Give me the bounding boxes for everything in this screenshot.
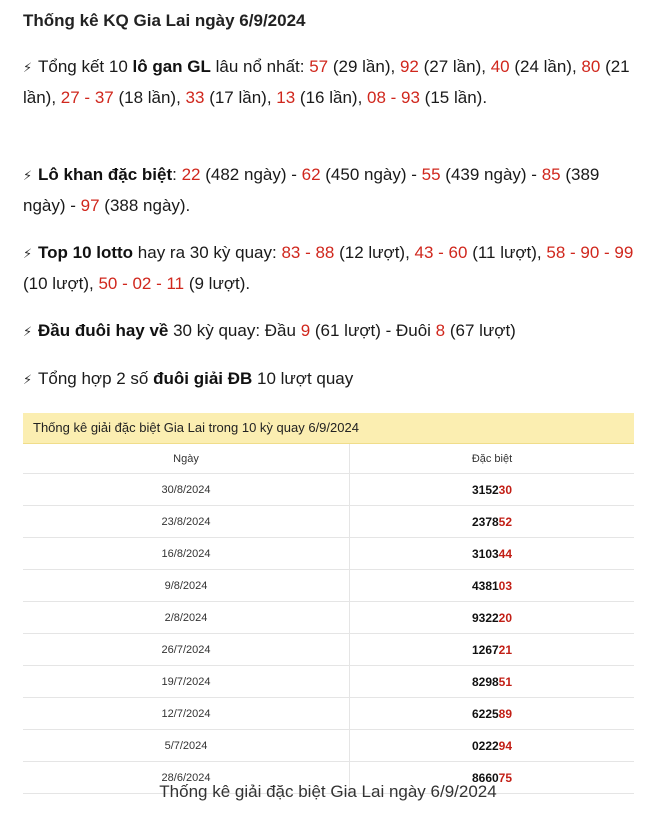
number-tail: 20 (498, 610, 513, 625)
table-row (23, 730, 634, 762)
number-head: 8660 (471, 770, 499, 785)
number-tail: 30 (498, 482, 513, 497)
lightning-icon: ⚡ (23, 168, 33, 183)
count-text: (10 lượt), (23, 274, 99, 293)
count-text: (21 lần), (23, 57, 630, 107)
count-text: (450 ngày) - (320, 165, 422, 184)
top-lotto-paragraph (23, 238, 638, 299)
number-highlight: 57 (309, 57, 329, 76)
special-khan-paragraph (23, 160, 638, 221)
text: 10 lượt quay (252, 369, 354, 388)
text: Tổng kết 10 (38, 57, 133, 76)
date-cell: 16/8/2024 (23, 538, 350, 570)
number-head: 8298 (471, 674, 499, 689)
special-number-cell (350, 506, 635, 538)
head-tail-paragraph (23, 316, 638, 347)
date-cell: 2/8/2024 (23, 602, 350, 634)
count-text: (17 lần), (204, 88, 277, 107)
number-head: 2378 (471, 514, 499, 529)
number-highlight: 43 - 60 (414, 243, 468, 262)
number-highlight: 85 (541, 165, 561, 184)
number-head: 3152 (471, 482, 499, 497)
table-title: Thống kê giải đặc biệt Gia Lai trong 10 kỳ quay 6/9/2024 (23, 413, 634, 444)
number-highlight: 33 (185, 88, 205, 107)
column-header-date: Ngày (23, 444, 350, 474)
lightning-icon: ⚡ (23, 324, 33, 339)
table-row (23, 506, 634, 538)
tail-number: 8 (435, 321, 446, 340)
special-number-cell (350, 730, 635, 762)
column-header-special: Đặc biệt (350, 444, 635, 474)
number-head: 9322 (471, 610, 499, 625)
count-text: (27 lần), (418, 57, 491, 76)
number-tail: 03 (498, 578, 513, 593)
table-row (23, 602, 634, 634)
count-text: (389 ngày) - (23, 165, 600, 215)
number-head: 1267 (471, 642, 499, 657)
date-cell: 26/7/2024 (23, 634, 350, 666)
text: Tổng hợp 2 số (38, 369, 154, 388)
text: (67 lượt) (445, 321, 516, 340)
count-text: (24 lần), (509, 57, 582, 76)
count-text: (439 ngày) - (440, 165, 542, 184)
page-title: Thống kê KQ Gia Lai ngày 6/9/2024 (23, 11, 306, 30)
head-number: 9 (300, 321, 311, 340)
special-number-cell (350, 538, 635, 570)
number-highlight: 13 (276, 88, 296, 107)
summary-paragraph (23, 364, 638, 395)
special-number-cell (350, 698, 635, 730)
bold-text: đuôi giải ĐB (153, 369, 253, 388)
date-cell: 23/8/2024 (23, 506, 350, 538)
date-cell: 30/8/2024 (23, 474, 350, 506)
special-number-cell (350, 666, 635, 698)
table-row (23, 474, 634, 506)
table-row (23, 698, 634, 730)
count-text: (12 lượt), (334, 243, 415, 262)
count-text: (15 lần). (419, 88, 488, 107)
special-prize-table (23, 413, 634, 794)
number-highlight: 83 - 88 (281, 243, 335, 262)
lightning-icon: ⚡ (23, 246, 33, 261)
bold-text: lô gan GL (132, 57, 211, 76)
special-number-cell (350, 570, 635, 602)
number-tail: 52 (498, 514, 513, 529)
number-highlight: 58 - 90 - 99 (546, 243, 634, 262)
table-header-row (23, 444, 634, 474)
date-cell: 9/8/2024 (23, 570, 350, 602)
bold-text: Đầu đuôi hay về (38, 321, 169, 340)
text: hay ra 30 kỳ quay: (133, 243, 282, 262)
number-highlight: 92 (399, 57, 419, 76)
number-tail: 44 (498, 546, 513, 561)
text: (61 lượt) - Đuôi (310, 321, 436, 340)
text: lâu nổ nhất: (210, 57, 310, 76)
number-head: 3103 (471, 546, 499, 561)
table-row (23, 538, 634, 570)
count-text: (482 ngày) - (200, 165, 302, 184)
special-number-cell (350, 474, 635, 506)
text: : (172, 165, 182, 184)
number-highlight: 40 (490, 57, 510, 76)
table-body (23, 474, 634, 794)
table-row (23, 666, 634, 698)
number-tail: 21 (498, 642, 513, 657)
number-highlight: 22 (181, 165, 201, 184)
date-cell: 12/7/2024 (23, 698, 350, 730)
number-highlight: 27 - 37 (60, 88, 114, 107)
special-number-cell (350, 634, 635, 666)
number-highlight: 50 - 02 - 11 (98, 274, 185, 293)
date-cell: 19/7/2024 (23, 666, 350, 698)
number-tail: 94 (498, 738, 513, 753)
table-row (23, 634, 634, 666)
results-table (23, 444, 634, 794)
count-text: (11 lượt), (467, 243, 547, 262)
date-cell: 5/7/2024 (23, 730, 350, 762)
number-head: 0222 (471, 738, 499, 753)
number-head: 6225 (471, 706, 499, 721)
number-tail: 51 (498, 674, 513, 689)
number-highlight: 62 (301, 165, 321, 184)
text: 30 kỳ quay: Đầu (168, 321, 301, 340)
count-text: (9 lượt). (184, 274, 251, 293)
number-highlight: 55 (421, 165, 441, 184)
number-highlight: 08 - 93 (367, 88, 420, 107)
count-text: (16 lần), (295, 88, 368, 107)
number-highlight: 80 (581, 57, 601, 76)
bold-text: Top 10 lotto (38, 243, 134, 262)
number-tail: 89 (498, 706, 513, 721)
count-text: (29 lần), (328, 57, 400, 76)
number-highlight: 97 (80, 196, 100, 215)
table-row (23, 570, 634, 602)
date-cell: 28/6/2024 (23, 762, 350, 794)
number-head: 4381 (471, 578, 499, 593)
lightning-icon: ⚡ (23, 60, 33, 75)
lightning-icon: ⚡ (23, 372, 33, 387)
count-text: (18 lần), (113, 88, 186, 107)
gan-summary-paragraph (23, 52, 638, 113)
count-text: (388 ngày). (99, 196, 191, 215)
bold-text: Lô khan đặc biệt (38, 165, 173, 184)
special-number-cell (350, 602, 635, 634)
figure-caption: Thống kê giải đặc biệt Gia Lai ngày 6/9/2024 (159, 782, 497, 801)
number-tail: 75 (498, 770, 513, 785)
